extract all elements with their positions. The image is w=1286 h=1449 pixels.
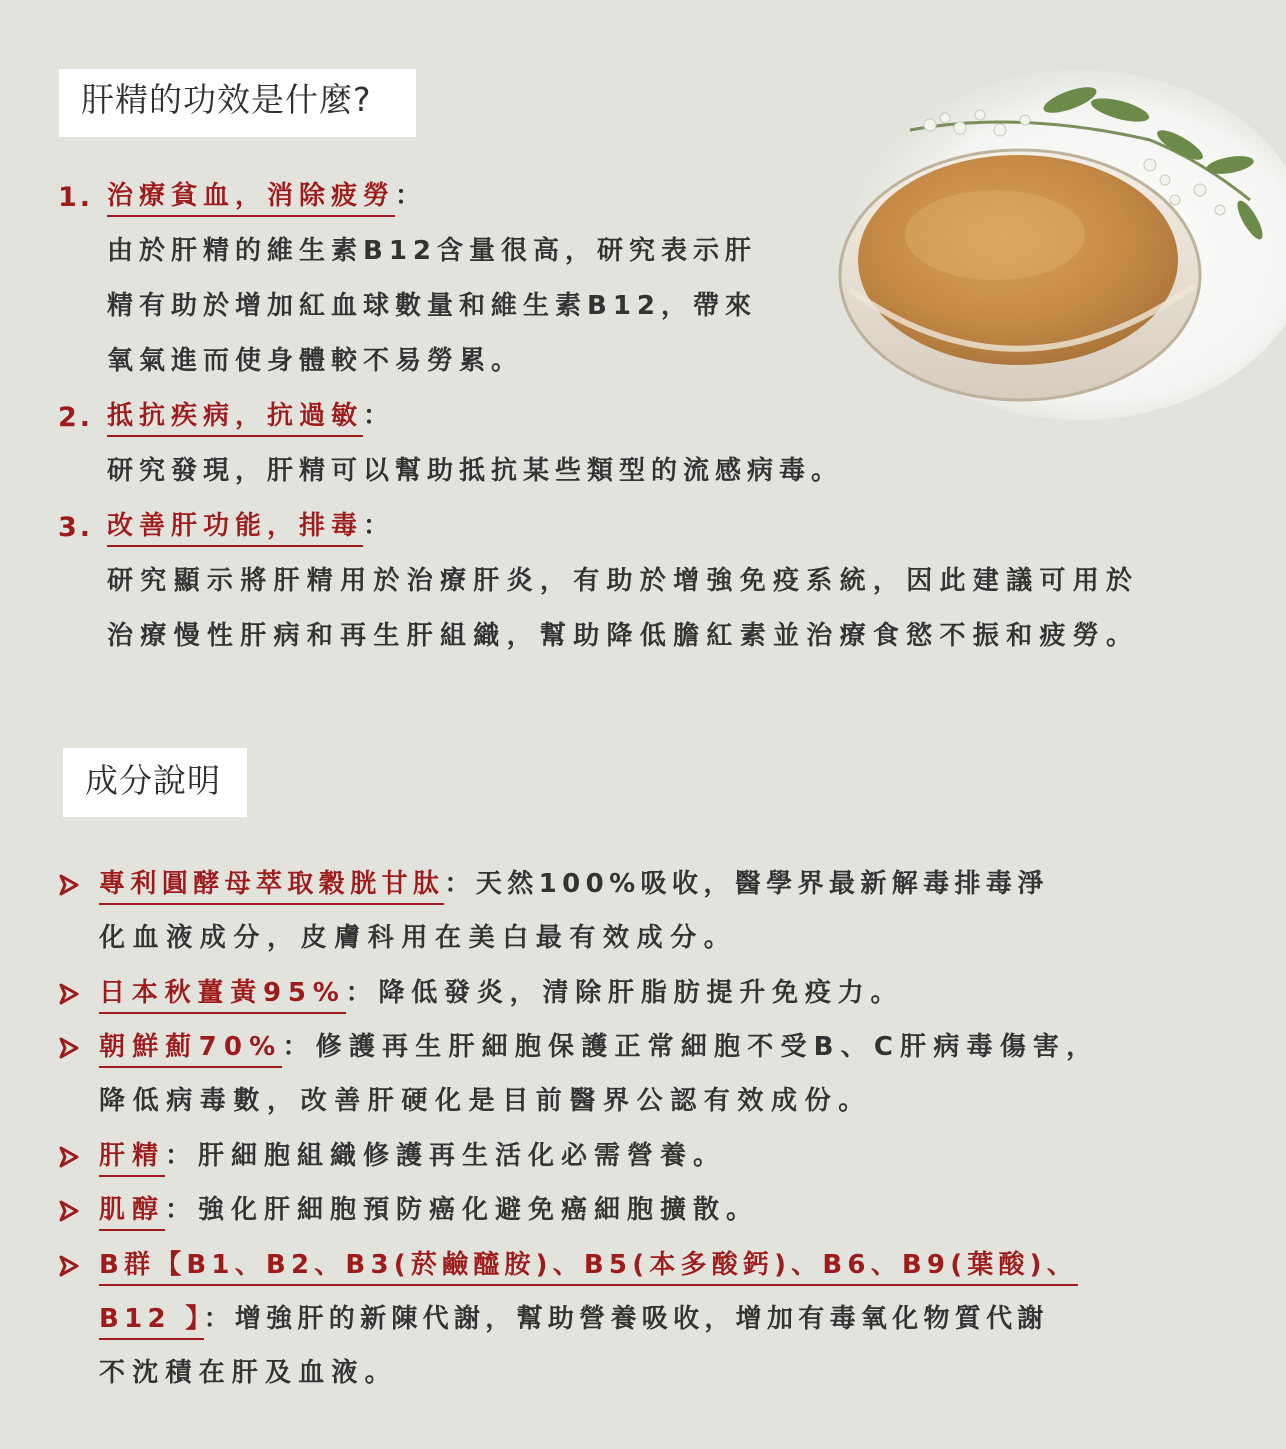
ingredient-name: 肌醇	[99, 1195, 165, 1231]
benefit-heading	[107, 183, 427, 209]
ingredient-name: B群【B1、B2、B3(菸鹼醯胺)、B5(本多酸鈣)、B6、B9(葉酸)、	[99, 1250, 1078, 1286]
ingredient-text-line: 不沈積在肝及血液。	[99, 1358, 398, 1388]
benefit-heading	[107, 403, 395, 429]
benefit-text-line: 治療慢性肝病和再生肝組織，幫助降低膽紅素並治療食慾不振和疲勞。	[107, 621, 1140, 651]
benefit-heading	[107, 513, 395, 539]
arrow-bullet-icon	[58, 1198, 80, 1224]
ingredient-description: ：天然100%吸收，醫學界最新解毒排毒淨	[444, 869, 1049, 899]
ingredient-name: 日本秋薑黃95%	[99, 978, 346, 1014]
colon: ：	[363, 401, 396, 431]
ingredient-line	[99, 871, 1049, 897]
benefit-text-line: 由於肝精的維生素B12含量很高，研究表示肝	[107, 236, 757, 266]
ingredient-line	[99, 1143, 726, 1169]
ingredient-line	[99, 1197, 759, 1223]
colon: ：	[395, 181, 428, 211]
ingredient-name: 肝精	[99, 1141, 165, 1177]
ingredient-name: 朝鮮薊70%	[99, 1032, 282, 1068]
ingredient-description: ：修護再生肝細胞保護正常細胞不受B、C肝病毒傷害，	[282, 1032, 1100, 1062]
arrow-bullet-icon	[58, 872, 80, 898]
benefit-heading-text: 改善肝功能，排毒	[107, 511, 363, 547]
ingredient-line	[99, 980, 903, 1006]
ingredient-description: ：強化肝細胞預防癌化避免癌細胞擴散。	[165, 1195, 760, 1225]
ingredient-description: ：增強肝的新陳代謝，幫助營養吸收，增加有毒氧化物質代謝	[203, 1304, 1049, 1334]
section-title-ingredients: 成分說明	[63, 748, 247, 817]
item-number: 2.	[58, 402, 94, 433]
colon: ：	[363, 511, 396, 541]
arrow-bullet-icon	[58, 1144, 80, 1170]
ingredient-line	[99, 1034, 1099, 1060]
ingredient-name-cont: B12 】	[99, 1304, 204, 1340]
ingredient-text-line: 降低病毒數，改善肝硬化是目前醫界公認有效成份。	[99, 1086, 872, 1116]
benefit-text-line: 氧氣進而使身體較不易勞累。	[107, 346, 524, 376]
benefit-heading-text: 治療貧血，消除疲勞	[107, 181, 395, 217]
benefit-text-line: 精有助於增加紅血球數量和維生素B12，帶來	[107, 291, 757, 321]
liver-powder-bowl-image	[820, 70, 1286, 420]
item-number: 3.	[58, 512, 94, 543]
section-title-benefits: 肝精的功效是什麼?	[59, 69, 416, 137]
benefit-heading-text: 抵抗疾病，抗過敏	[107, 401, 363, 437]
arrow-bullet-icon	[58, 981, 80, 1007]
benefit-text-line: 研究發現，肝精可以幫助抵抗某些類型的流感病毒。	[107, 456, 844, 486]
ingredient-text-line: 化血液成分，皮膚科用在美白最有效成分。	[99, 923, 738, 953]
ingredient-name: 專利圓酵母萃取穀胱甘肽	[99, 869, 444, 905]
arrow-bullet-icon	[58, 1035, 80, 1061]
item-number: 1.	[58, 182, 94, 213]
ingredient-line	[99, 1252, 1078, 1278]
ingredient-description: ：降低發炎，清除肝脂肪提升免疫力。	[345, 978, 904, 1008]
arrow-bullet-icon	[58, 1253, 80, 1279]
benefit-text-line: 研究顯示將肝精用於治療肝炎，有助於增強免疫系統，因此建議可用於	[107, 566, 1140, 596]
ingredient-line	[99, 1306, 1049, 1332]
ingredient-description: ：肝細胞組織修護再生活化必需營養。	[165, 1141, 727, 1171]
